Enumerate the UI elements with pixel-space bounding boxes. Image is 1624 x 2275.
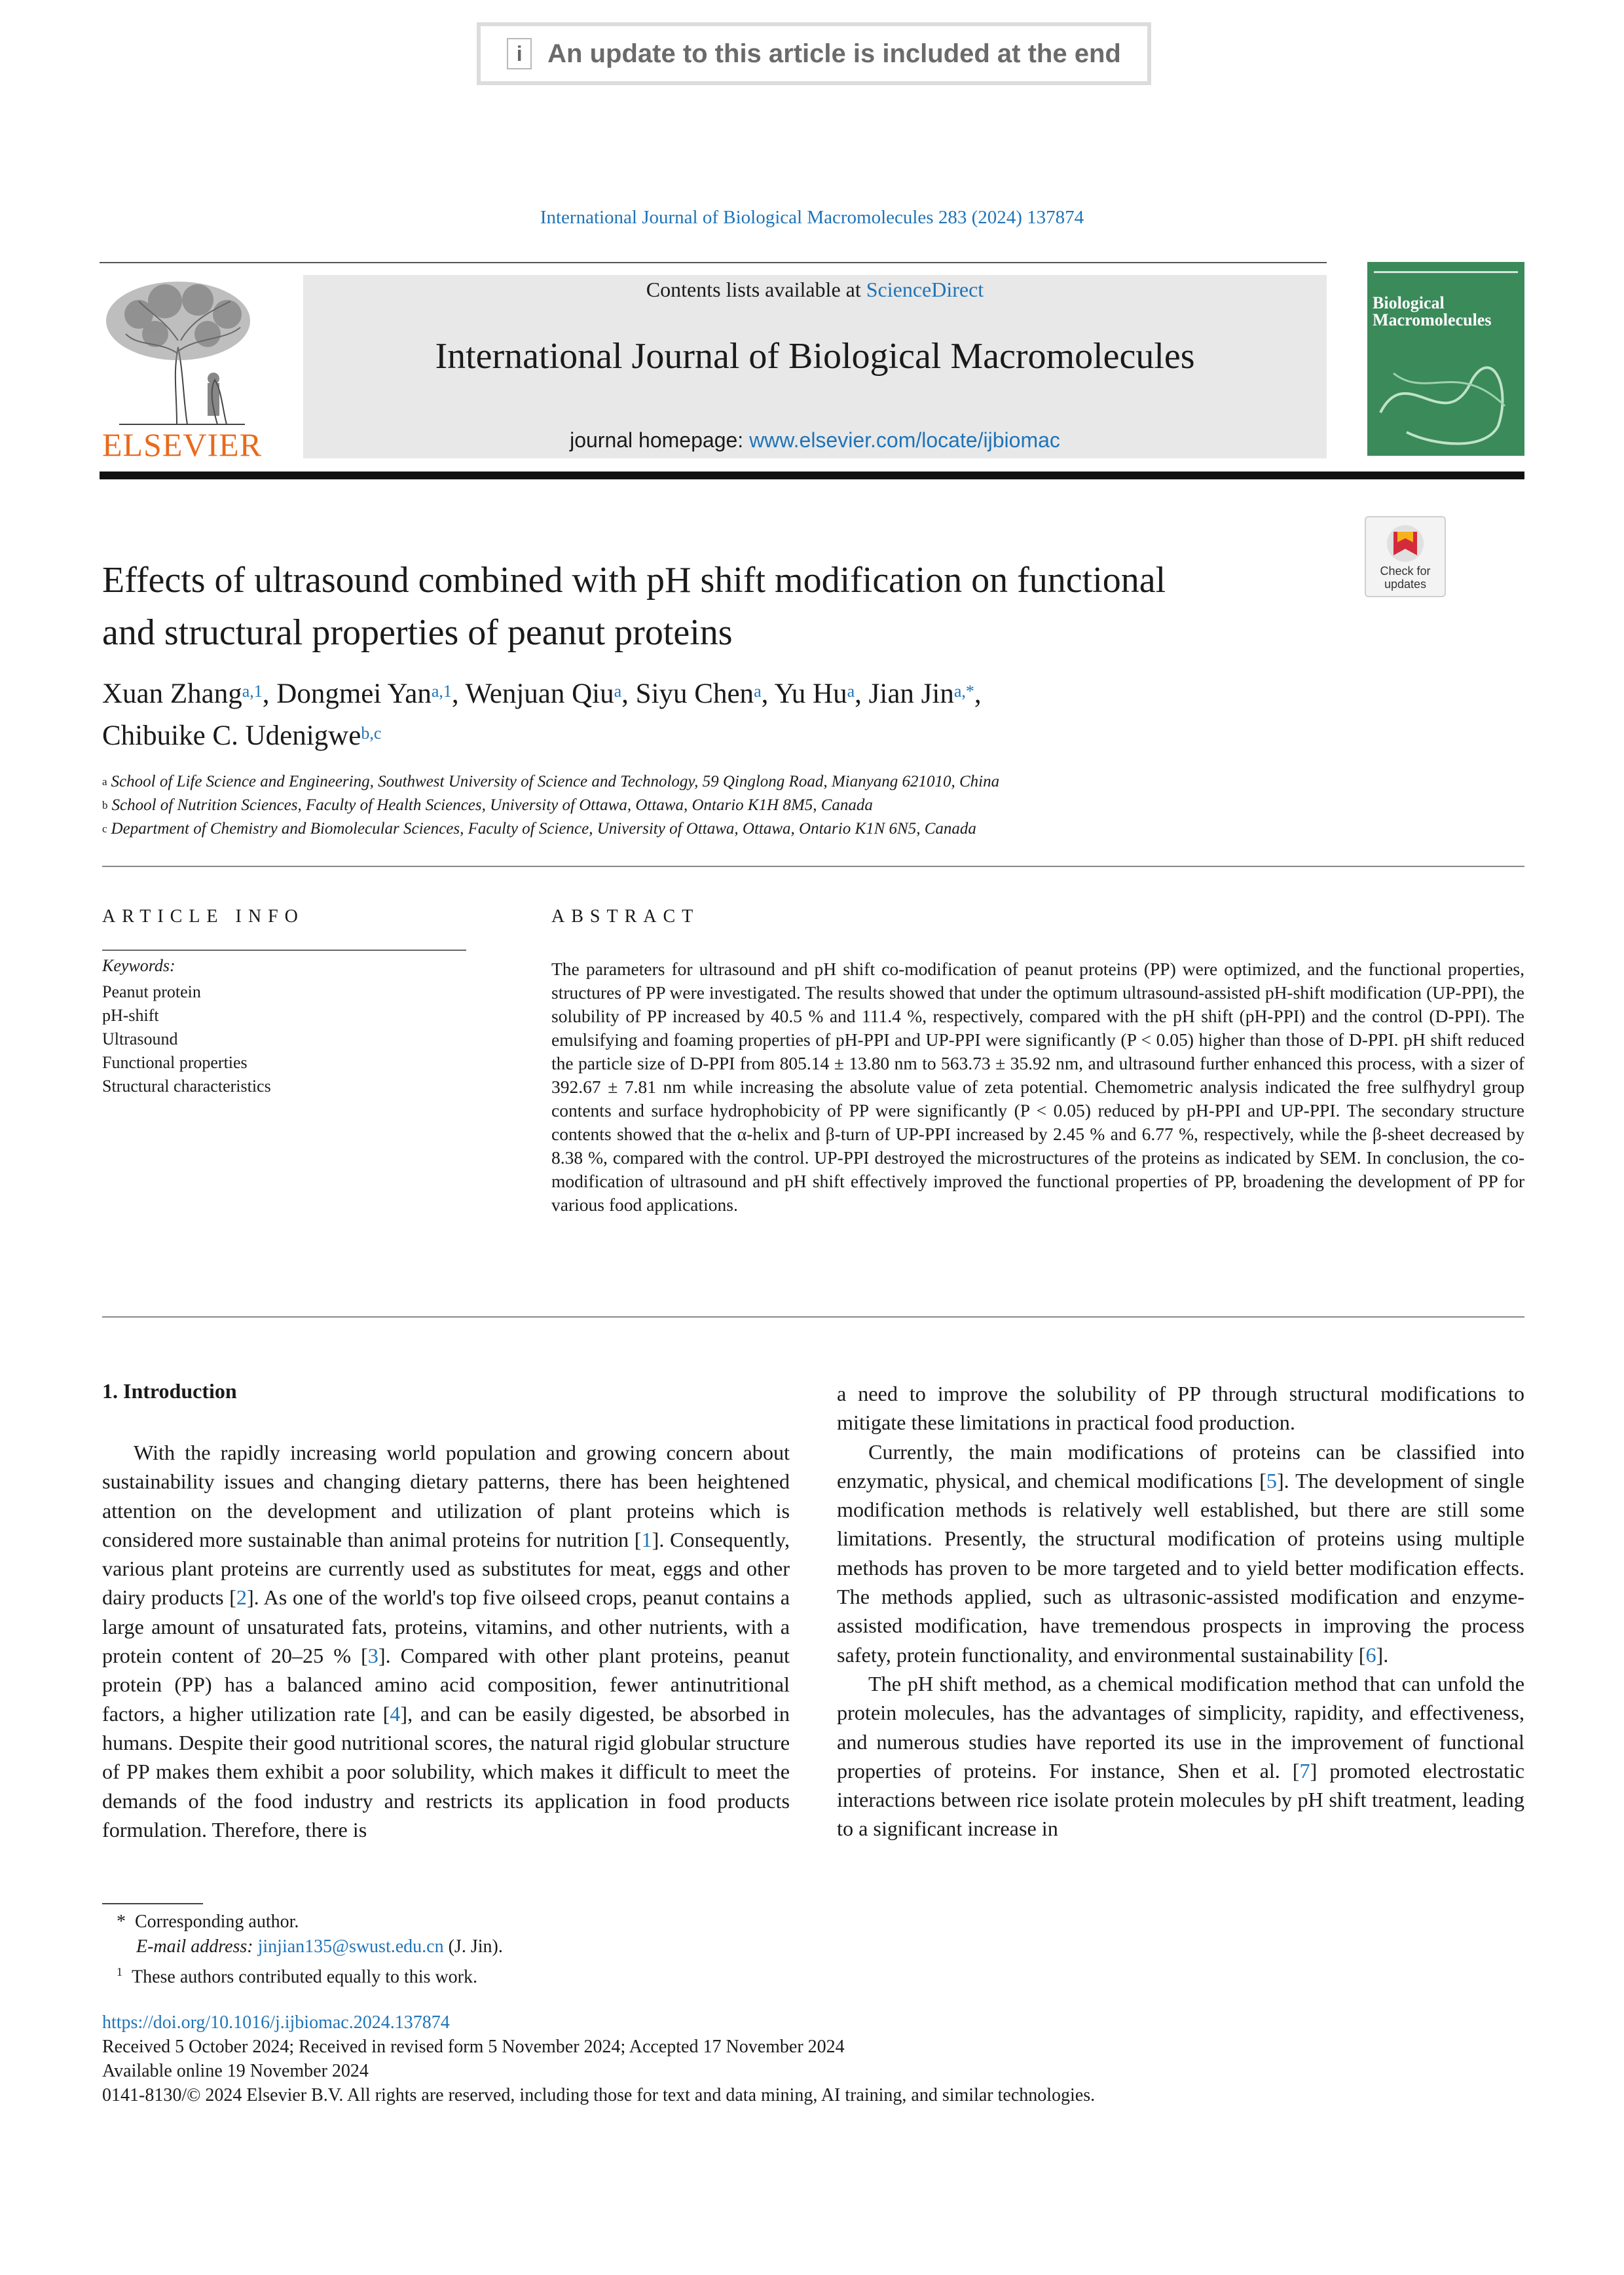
article-info-heading: ARTICLE INFO — [102, 906, 304, 927]
equal-contribution-text: These authors contributed equally to this work. — [132, 1967, 477, 1988]
header-top-rule — [100, 262, 1327, 263]
publisher-wordmark: ELSEVIER — [101, 426, 263, 463]
affiliation-marker: a — [102, 775, 107, 788]
crossmark-label — [1366, 564, 1445, 591]
email-label: E-mail address: — [136, 1936, 253, 1957]
paragraph-text: The pH shift method, as a chemical modification method that can unfold the protein molecules, has the advantages of simplicity, rapidity, and effectiveness, and numerous studies have reported its use in the improvement of functional properties of proteins. For instance, Shen et al. [ — [837, 1671, 1524, 1783]
doi-link[interactable]: https://doi.org/10.1016/j.ijbiomac.2024.137874 — [102, 2012, 450, 2033]
affiliation-text: Department of Chemistry and Biomolecular Sciences, Faculty of Science, University of Ottawa, Ottawa, Ontario K1N 6N5, Canada — [111, 820, 976, 838]
reference-link[interactable]: 6 — [1365, 1642, 1376, 1667]
author-separator: , — [621, 678, 636, 709]
keyword-item: Peanut protein — [102, 982, 201, 1001]
journal-cover-image[interactable] — [1367, 262, 1524, 456]
sciencedirect-link[interactable]: ScienceDirect — [866, 278, 984, 301]
contents-prefix: Contents lists available at — [646, 278, 866, 301]
homepage-line — [303, 428, 1327, 453]
author-name[interactable]: Jian Jin — [868, 678, 954, 709]
journal-title: International Journal of Biological Macromolecules — [435, 336, 1195, 377]
author-list — [102, 673, 1451, 757]
section-heading-introduction: 1. Introduction — [102, 1379, 237, 1403]
author-affiliation-marker[interactable]: a — [847, 682, 855, 701]
affiliation-a — [102, 770, 1477, 794]
check-for-updates-button[interactable] — [1365, 516, 1446, 597]
affiliation-b — [102, 794, 1477, 817]
keywords-rule — [102, 950, 466, 951]
paragraph-text: ]. The development of single modification methods is relatively well established, but there are still some limitations. Presently, the structural modification of proteins using multiple methods has proven to be more targeted and to yield better modification effects. The methods applied, such as ultrasonic-assisted modification and enzyme-assisted modification, have tremendous prospects in improving the process safety, protein functionality, and environmental sustainability [ — [837, 1468, 1524, 1667]
cover-artwork — [1367, 334, 1524, 456]
crossmark-line1: Check for — [1380, 564, 1431, 578]
crossmark-line2: updates — [1384, 578, 1427, 591]
info-icon: i — [507, 38, 532, 69]
paragraph-text: ]. — [1376, 1642, 1389, 1667]
paragraph-text: With the rapidly increasing world population and growing concern about sustainability issues and changing dietary patterns, there has been heightened attention on the development and utilization of plant proteins which is considered more sustainable than animal proteins for nutrition [ — [102, 1441, 790, 1551]
corresponding-author-note — [102, 1910, 503, 1934]
left-column — [102, 1438, 790, 1844]
reference-link[interactable]: 5 — [1266, 1468, 1277, 1492]
author-affiliation-marker[interactable]: a — [614, 682, 622, 701]
affiliation-c — [102, 817, 1477, 841]
author-separator: , — [262, 678, 277, 709]
paragraph-text: ]. Consequently, various plant proteins are currently used as substitutes for meat, eggs and other dairy products [ — [102, 1527, 790, 1610]
copyright-line: 0141-8130/© 2024 Elsevier B.V. All rights are reserved, including those for text and data mining, AI training, and similar technologies. — [102, 2085, 1096, 2105]
email-note — [102, 1934, 503, 1959]
author-name[interactable]: Chibuike C. Udenigwe — [102, 720, 361, 751]
crossmark-icon — [1366, 520, 1445, 566]
affiliation-marker: c — [102, 823, 107, 835]
author-name[interactable]: Yu Hu — [774, 678, 847, 709]
author-separator: , — [451, 678, 466, 709]
author-name[interactable]: Wenjuan Qiu — [465, 678, 614, 709]
cover-title-line2: Macromolecules — [1373, 310, 1492, 329]
author-affiliation-marker[interactable]: b,c — [361, 724, 382, 743]
right-column — [837, 1379, 1524, 1843]
affiliation-text: School of Life Science and Engineering, Southwest University of Science and Technology, 59 Qinglong Road, Mianyang 621010, China — [111, 773, 1000, 790]
footnote-rule — [102, 1903, 203, 1904]
homepage-prefix: journal homepage: — [570, 428, 750, 452]
author-affiliation-marker[interactable]: a,1 — [242, 682, 263, 701]
article-title — [102, 554, 1333, 659]
abstract-heading: ABSTRACT — [551, 906, 700, 927]
paragraph-text: ] promoted electrostatic interactions between rice isolate protein molecules by pH shift treatment, leading to a significant increase in — [837, 1758, 1525, 1841]
affiliation-marker: b — [102, 799, 108, 811]
journal-homepage-link[interactable]: www.elsevier.com/locate/ijbiomac — [749, 428, 1060, 452]
article-metadata — [102, 2010, 1095, 2107]
keywords-list — [102, 980, 271, 1098]
author-name[interactable]: Dongmei Yan — [276, 678, 432, 709]
reference-link[interactable]: 1 — [641, 1527, 652, 1551]
keyword-item: Structural characteristics — [102, 1077, 271, 1096]
article-title-line2: and structural properties of peanut proteins — [102, 612, 733, 653]
history-dates: Received 5 October 2024; Received in revised form 5 November 2024; Accepted 17 November 2024 — [102, 2037, 845, 2057]
cover-title — [1373, 295, 1491, 329]
update-notice-banner[interactable] — [477, 22, 1151, 85]
reference-link[interactable]: 7 — [1299, 1758, 1310, 1783]
author-affiliation-marker[interactable]: a — [754, 682, 762, 701]
corresponding-text: Corresponding author. — [135, 1912, 299, 1932]
author-affiliation-marker[interactable]: a,* — [953, 682, 974, 701]
footnote-marker-1: 1 — [117, 1965, 122, 1978]
update-notice-text: An update to this article is included at the end — [547, 39, 1121, 68]
keyword-item: pH-shift — [102, 1006, 159, 1025]
keyword-item: Ultrasound — [102, 1029, 178, 1048]
header-thick-rule — [100, 472, 1524, 479]
keywords-label: Keywords: — [102, 956, 175, 975]
reference-link[interactable]: 3 — [367, 1644, 378, 1668]
author-name[interactable]: Xuan Zhang — [102, 678, 242, 709]
cover-rule — [1374, 271, 1518, 273]
section-divider — [102, 866, 1524, 867]
contents-line — [303, 278, 1327, 302]
affiliation-text: School of Nutrition Sciences, Faculty of Health Sciences, University of Ottawa, Ottawa, Ontario K1H 8M5, Canada — [111, 796, 873, 814]
intro-paragraph-continued: a need to improve the solubility of PP through structural modifications to mitigate these limitations in practical food production. — [837, 1382, 1524, 1435]
reference-link[interactable]: 2 — [236, 1585, 247, 1610]
email-suffix: (J. Jin). — [448, 1936, 503, 1957]
equal-contribution-note — [102, 1959, 503, 1989]
author-affiliation-marker[interactable]: a,1 — [431, 682, 452, 701]
keyword-item: Functional properties — [102, 1053, 248, 1072]
paragraph-text: ]. Compared with other plant proteins, peanut protein (PP) has a balanced amino acid composition, fewer antinutritional factors, a higher utilization rate [ — [102, 1644, 790, 1726]
intro-paragraph-1 — [102, 1438, 790, 1844]
online-date: Available online 19 November 2024 — [102, 2061, 369, 2081]
cover-title-line1: Biological — [1373, 293, 1445, 312]
asterisk-marker: * — [117, 1912, 126, 1932]
author-name[interactable]: Siyu Chen — [635, 678, 754, 709]
journal-citation-link[interactable]: International Journal of Biological Macromolecules 283 (2024) 137874 — [540, 207, 1084, 228]
author-separator: , — [761, 678, 775, 709]
reference-link[interactable]: 4 — [390, 1701, 401, 1726]
intro-paragraph-2 — [837, 1437, 1524, 1669]
author-separator: , — [855, 678, 869, 709]
footnotes — [102, 1910, 503, 1989]
paragraph-text: ], and can be easily digested, be absorbed in humans. Despite their good nutritional scores, the natural rigid globular structure of PP makes them exhibit a poor solubility, which makes it difficult to meet the demands of the food industry and restricts its application in food products formulation. Therefore, there is — [102, 1701, 790, 1841]
paragraph-text: ]. As one of the world's top five oilseed crops, peanut contains a large amount of unsaturated fats, proteins, vitamins, and other nutrients, with a protein content of 20–25 % [ — [102, 1585, 790, 1668]
intro-paragraph-3 — [837, 1669, 1524, 1843]
abstract-bottom-rule — [102, 1316, 1524, 1318]
abstract-text: The parameters for ultrasound and pH shift co-modification of peanut proteins (PP) were optimized, and the functional properties, structures of PP were investigated. The results showed that under the optimum ultrasound-assisted pH-shift modification (UP-PPI), the solubility of PP increased by 40.5 % and 111.4 %, respectively, compared with the pH shift (pH-PPI) and the control (D-PPI). The emulsifying and foaming properties of pH-PPI and UP-PPI were significantly (P < 0.05) higher than those of D-PPI. pH shift reduced the particle size of D-PPI from 805.14 ± 13.80 nm to 563.73 ± 35.92 nm, and ultrasound further enhanced this process, with a sizer of 392.67 ± 7.81 nm while increasing the absolute value of zeta potential. Chemometric analysis indicated the free sulfhydryl group contents and surface hydrophobicity of PP were significantly (P < 0.05) reduced by pH-PPI and UP-PPI. The secondary structure contents showed that the α-helix and β-turn of UP-PPI increased by 2.45 % and 6.77 %, respectively, while the β-sheet decreased by 8.38 %, compared with the control. UP-PPI destroyed the microstructures of the proteins as indicated by SEM. In conclusion, the co-modification of ultrasound and pH shift effectively improved the functional properties of PP, broadening the development of PP for various food applications. — [551, 959, 1524, 1215]
author-separator: , — [974, 678, 982, 709]
paragraph-text: Currently, the main modifications of proteins can be classified into enzymatic, physical, and chemical modifications [ — [837, 1439, 1524, 1492]
article-title-line1: Effects of ultrasound combined with pH shift modification on functional — [102, 560, 1166, 601]
author-email-link[interactable]: jinjian135@swust.edu.cn — [257, 1936, 444, 1957]
